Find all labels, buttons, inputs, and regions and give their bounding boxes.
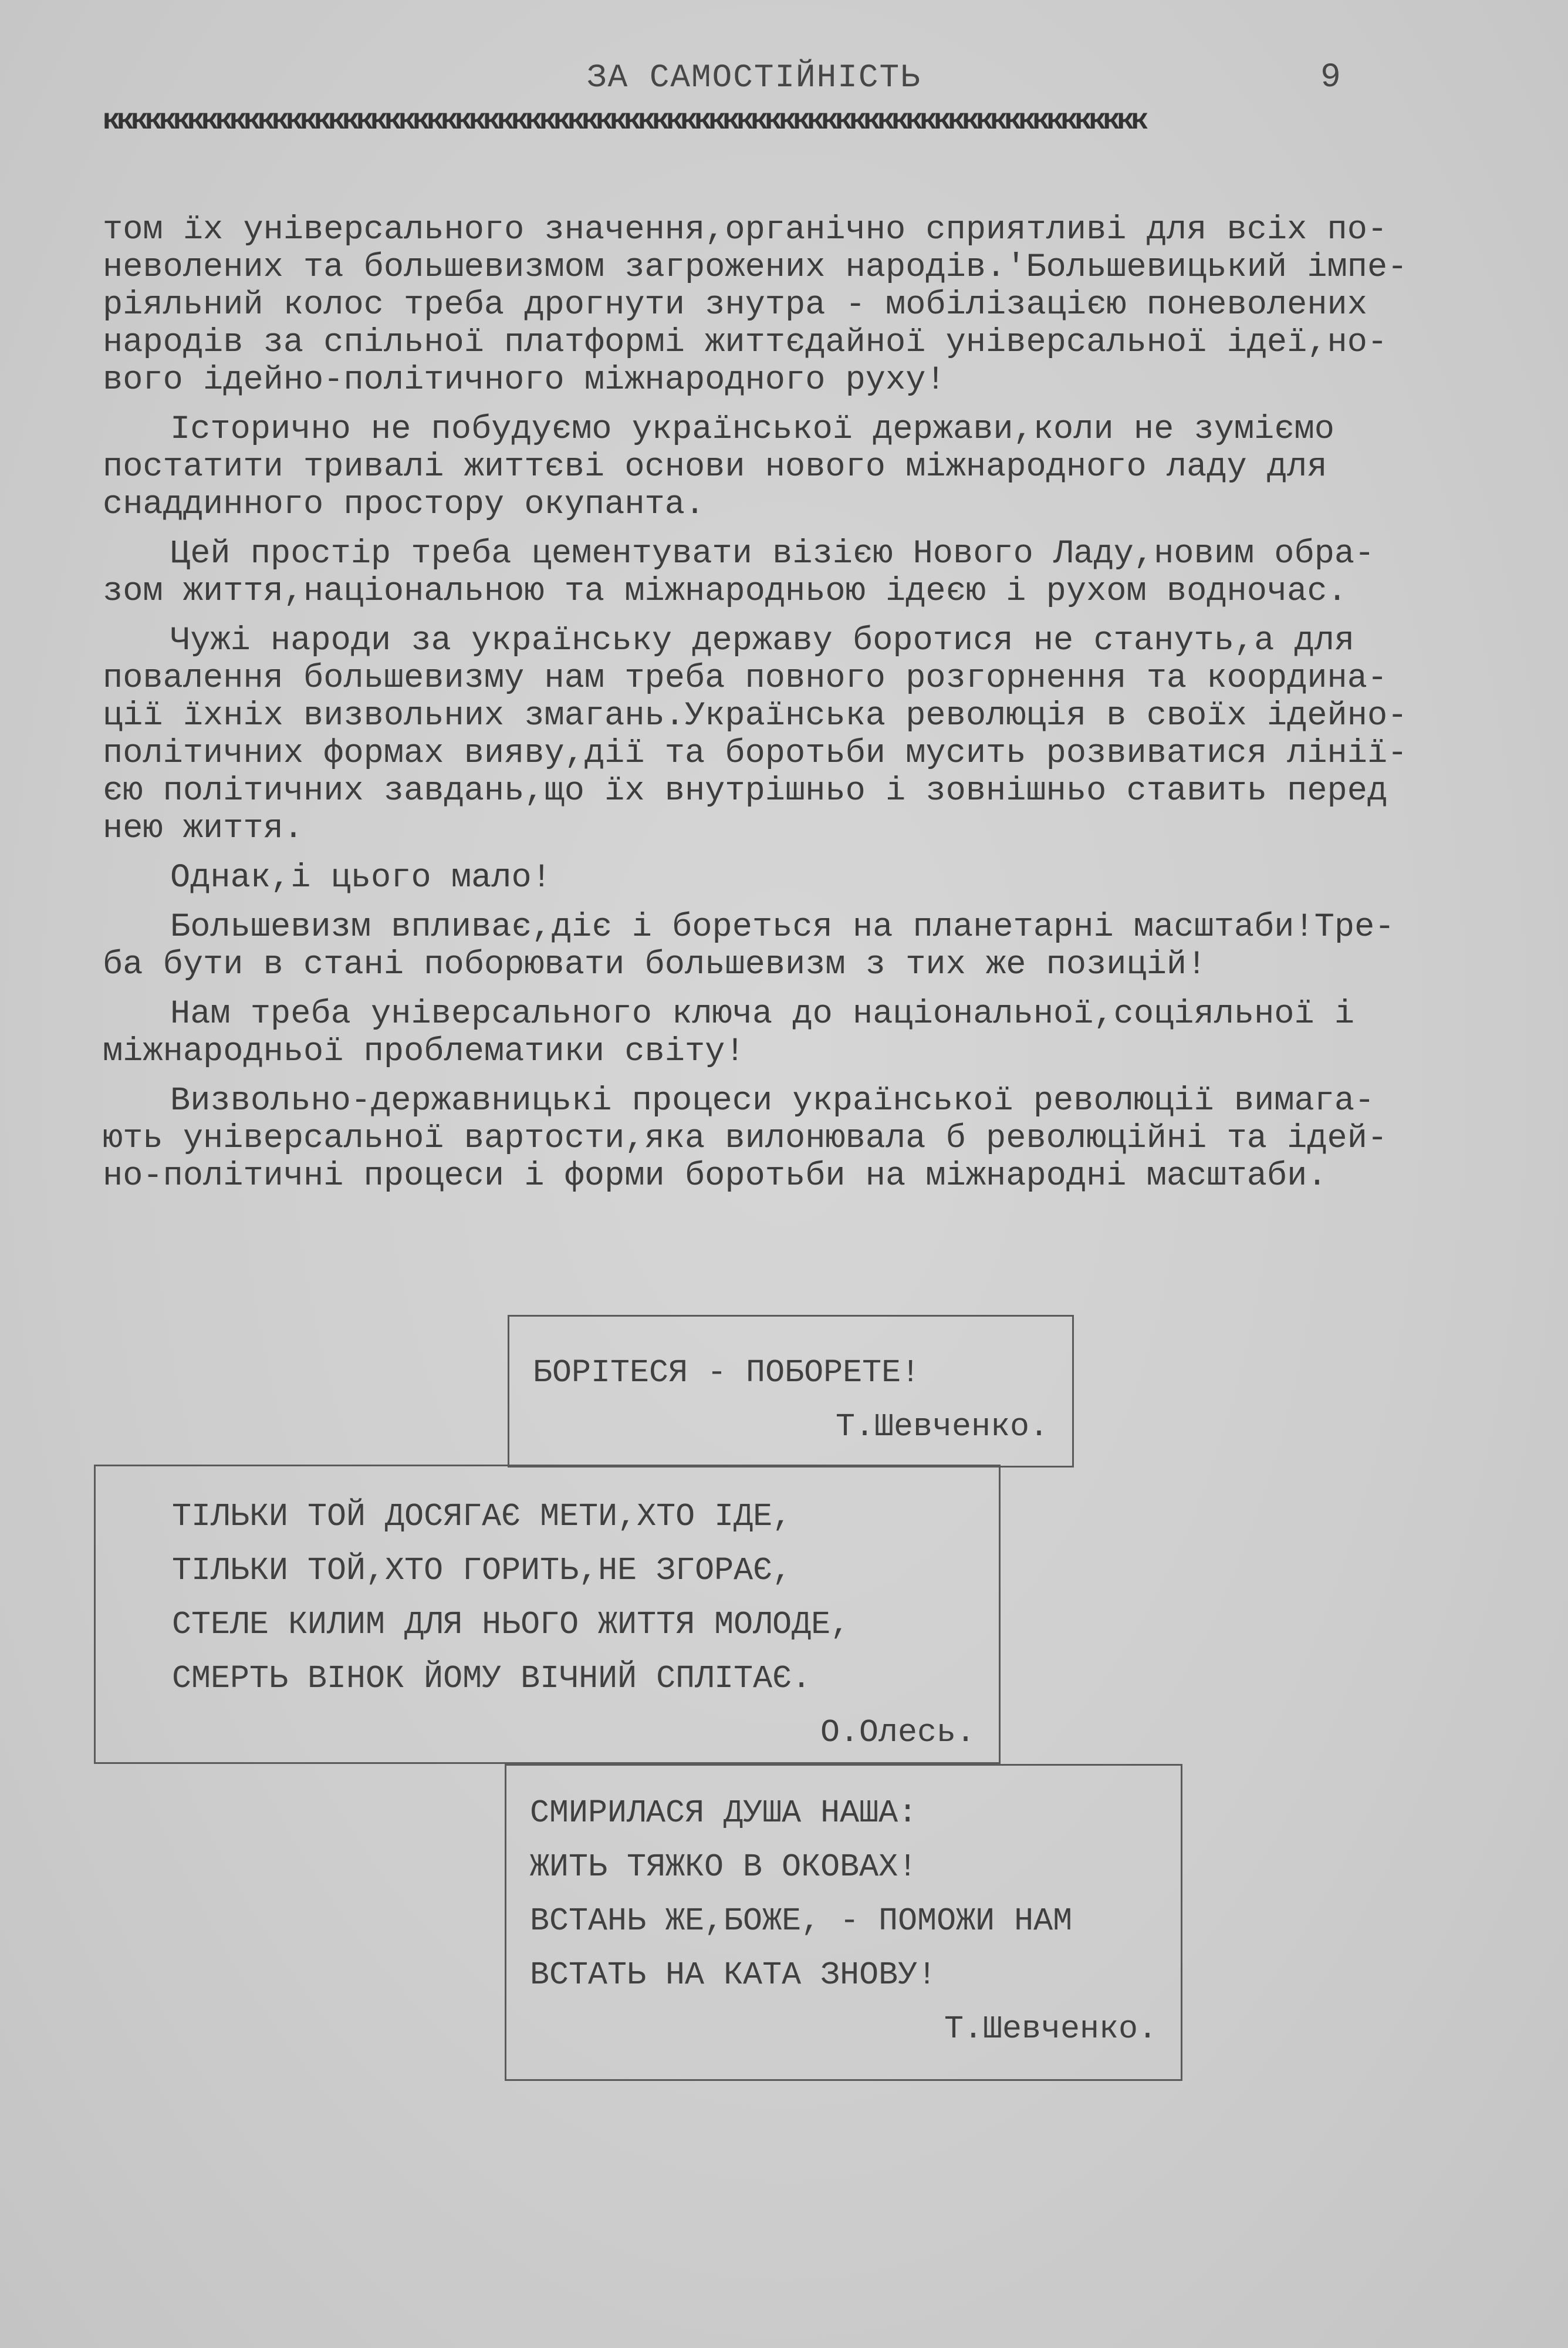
quote-line: СМЕРТЬ ВІНОК ЙОМУ ВІЧНИЙ СПЛІТАЄ. [172, 1660, 812, 1697]
paragraph: Цей простір треба цементувати візією Нового Ладу,новим обра- зом життя,національною та міжнародньою ідеєю і рухом водночас. [103, 535, 1375, 610]
quote-line: БОРІТЕСЯ - ПОБОРЕТЕ! [533, 1354, 921, 1391]
quote-author: О.Олесь. [820, 1714, 975, 1751]
quote-line: ТІЛЬКИ ТОЙ ДОСЯГАЄ МЕТИ,ХТО ІДЕ, [172, 1498, 792, 1535]
article-body [103, 211, 1499, 1207]
paragraph: Історично не побудуємо української держави,коли не зуміємо постатити тривалі життєві основи нового міжнародного ладу для снаддинного простору окупанта. [103, 411, 1334, 524]
page-header-title: ЗА САМОСТІЙНІСТЬ [587, 59, 921, 96]
quote-line: ЖИТЬ ТЯЖКО В ОКОВАХ! [530, 1848, 918, 1885]
paragraph: Визвольно-державницькі процеси української революції вимага- ють універсальної вартости,яка вилонювала б революційні та ідей- но-політичні процеси і форми боротьби на міжнародні масштаби. [103, 1082, 1388, 1195]
quote-line: ВСТАНЬ ЖЕ,БОЖЕ, - ПОМОЖИ НАМ [530, 1902, 1073, 1939]
quote-box-shevchenko-1 [508, 1315, 1074, 1468]
header-rule: кккккккккккккккккккккккккккккккккккккккккккккккккккккккккккккккккккккккккк [103, 104, 1145, 138]
quote-box-oles [94, 1465, 1001, 1764]
quote-author: Т.Шевченко. [835, 1408, 1049, 1445]
quote-line: ТІЛЬКИ ТОЙ,ХТО ГОРИТЬ,НЕ ЗГОРАЄ, [172, 1552, 792, 1589]
quote-author: Т.Шевченко. [944, 2010, 1157, 2047]
quote-line: СМИРИЛАСЯ ДУША НАША: [530, 1794, 918, 1831]
quote-line: ВСТАТЬ НА КАТА ЗНОВУ! [530, 1956, 937, 1993]
paragraph: Нам треба універсального ключа до національної,соціяльної і міжнародньої проблематики світу! [103, 996, 1355, 1071]
paragraph: Чужі народи за українську державу боротися не стануть,а для повалення большевизму нам треба повного розгорнення та координа- ції їхніх визвольних змагань.Українська революція в своїх ідейно- політичних формах вияву,дії та боротьби мусить розвиватися лінії- єю політичних завдань,що їх внутрішньо і зовнішньо ставить перед нею життя. [103, 622, 1408, 848]
paragraph: Однак,і цього мало! [170, 859, 552, 897]
page-number: 9 [1320, 59, 1341, 97]
paragraph: том їх універсального значення,органічно сприятливі для всіх по- неволених та большевизмом загрожених народів.'Большевицький імпе- ріяльний колос треба дрогнути знутра - мобілізацією поневолених народів за спільної платформі життєдайної універсальної ідеї,но- вого ідейно-політичного міжнародного руху! [103, 211, 1408, 399]
paragraph: Большевизм впливає,діє і бореться на планетарні масштаби!Тре- ба бути в стані поборювати большевизм з тих же позицій! [103, 909, 1395, 984]
quote-line: СТЕЛЕ КИЛИМ ДЛЯ НЬОГО ЖИТТЯ МОЛОДЕ, [172, 1606, 850, 1643]
quote-box-shevchenko-2 [505, 1764, 1182, 2081]
